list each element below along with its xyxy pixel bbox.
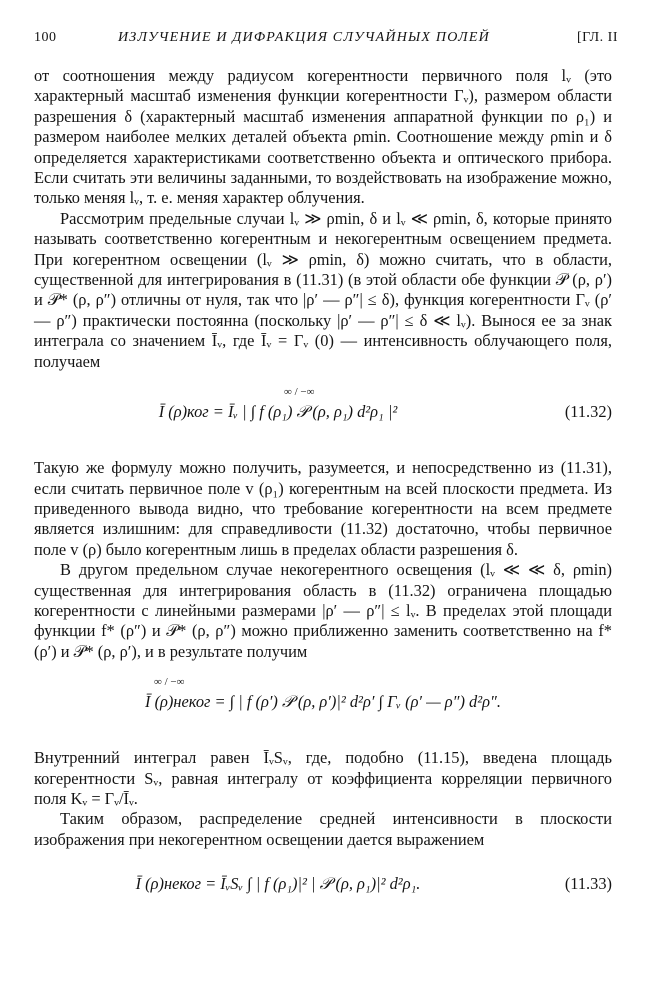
paragraph-3: Такую же формулу можно получить, разумеется, и непосредственно из (11.31), если считать первичное поле v (ρ₁) когерентным на всей плоскости предмета. Из приведенного вывода видно, что требование когерентности на всем предмете является излишним: для справедливости (11.32) достаточно, чтобы первичное поле v (ρ) было когерентным лишь в пределах области разрешения δ. xyxy=(34,458,612,559)
equation-11-32 xyxy=(34,382,612,448)
paragraph-1: от соотношения между радиусом когерентности первичного поля lᵥ (это характерный масштаб изменения функции когерентности Γᵥ), размером области разрешения δ (характерный масштаб изменения аппаратной функции по ρ₁) и размером наиболее мелких деталей объекта ρmin. Соотношение между ρmin и δ определяется характеристиками соответственно объекта и оптического прибора. Если считать эти величины заданными, то воздействовать на изображение можно, только меняя lᵥ, т. е. меняя характер облучения. xyxy=(34,66,612,208)
equation-expression: Ī (ρ)неког = ∫ | f (ρ′) 𝒫 (ρ, ρ′)|² d²ρ′ ∫ Γᵥ (ρ′ — ρ″) d²ρ″. xyxy=(145,692,501,712)
equation-number: (11.32) xyxy=(564,402,612,422)
page-number: 100 xyxy=(34,30,57,45)
equation-expression: Ī (ρ)неког = ĪᵥSᵥ ∫ | f (ρ₁)|² | 𝒫 (ρ, ρ₁)|² d²ρ₁. xyxy=(135,874,421,894)
integral-limits: ∞ / −∞ xyxy=(284,386,315,399)
equation-expression: Ī (ρ)ког = Īᵥ | ∫ f (ρ₁) 𝒫 (ρ, ρ₁) d²ρ₁ |² xyxy=(158,402,398,422)
equation-number: (11.33) xyxy=(564,874,612,894)
paragraph-4: В другом предельном случае некогерентного освещения (lᵥ ≪ ≪ δ, ρmin) существенная для интегрирования область в (11.32) ограничена площадью когерентности с линейными размерами |ρ′ — ρ″| ≤ lᵥ. В пределах этой площади функции f* (ρ″) и 𝒫* (ρ, ρ″) можно приближенно заменить соответственно на f* (ρ′) и 𝒫* (ρ, ρ′), и в результате получим xyxy=(34,560,612,661)
paragraph-2: Рассмотрим предельные случаи lᵥ ≫ ρmin, δ и lᵥ ≪ ρmin, δ, которые принято называть соответственно когерентным и некогерентным освещением предмета. При когерентном освещении (lᵥ ≫ ρmin, δ) можно считать, что в области, существенной для интегрирования в (11.31) (в этой области обе функции 𝒫 (ρ, ρ′) и 𝒫* (ρ, ρ″) отличны от нуля, так что |ρ′ — ρ″| ≤ δ), функция когерентности Γᵥ (ρ′ — ρ″) практически постоянна (поскольку |ρ′ — ρ″| ≤ δ ≪ lᵥ). Вынося ее за знак интеграла со значением Īᵥ, где Īᵥ = Γᵥ (0) — интенсивность облучающего поля, получаем xyxy=(34,208,612,371)
equation-11-33 xyxy=(34,860,612,918)
paragraph-5: Внутренний интеграл равен ĪᵥSᵥ, где, подобно (11.15), введена площадь когерентности Sᵥ, равная интегралу от коэффициента корреляции первичного поля Kᵥ = Γᵥ/Īᵥ. xyxy=(34,748,612,808)
page-body xyxy=(34,66,612,928)
integral-limits: ∞ / −∞ xyxy=(154,676,185,689)
paragraph-6: Таким образом, распределение средней интенсивности в плоскости изображения при некогерентном освещении дается выражением xyxy=(34,809,612,849)
chapter-label: [ГЛ. II xyxy=(576,30,618,45)
equation-incoherent xyxy=(34,672,612,738)
running-title: ИЗЛУЧЕНИЕ И ДИФРАКЦИЯ СЛУЧАЙНЫХ ПОЛЕЙ xyxy=(118,30,490,45)
page-header xyxy=(34,30,618,52)
